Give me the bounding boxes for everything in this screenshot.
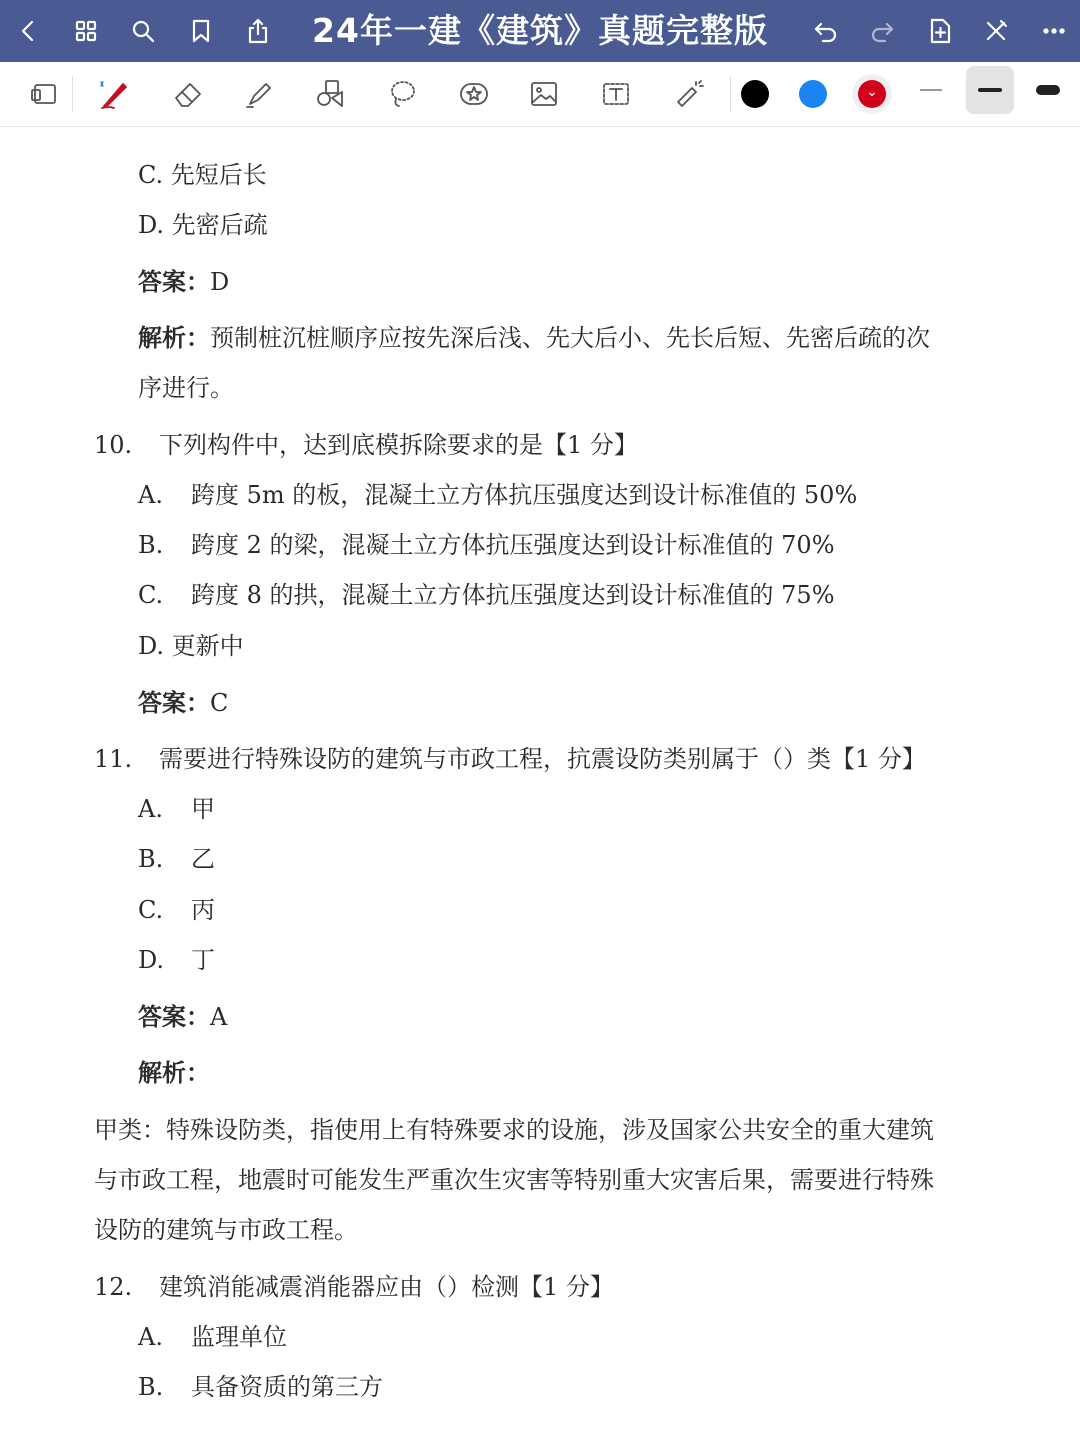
- q11-option-c: 丙: [191, 896, 215, 924]
- shapes-icon[interactable]: [308, 72, 352, 116]
- q11-d-label: D.: [138, 946, 165, 974]
- eraser-icon[interactable]: [166, 72, 210, 116]
- q11-a-label: A.: [138, 795, 163, 823]
- q12-a-label: A.: [138, 1323, 163, 1351]
- q10-option-d: D. 更新中: [138, 632, 244, 660]
- q10-number: 10.: [94, 431, 133, 459]
- q11-analysis-line-2: 与市政工程，地震时可能发生严重次生灾害等特别重大灾害后果，需要进行特殊: [94, 1166, 934, 1194]
- q9-option-c: C. 先短后长: [138, 161, 267, 189]
- q11-analysis-label: 解析：: [138, 1058, 210, 1087]
- q9-analysis-cont: 序进行。: [138, 374, 234, 402]
- q12-question: 建筑消能减震消能器应由（）检测【1 分】: [159, 1273, 614, 1301]
- answer-value: C: [210, 689, 229, 717]
- q11-number: 11.: [94, 745, 133, 773]
- document-title: 24年一建《建筑》真题完整版: [312, 11, 768, 50]
- grid-view-icon[interactable]: [66, 11, 106, 51]
- q12-b-label: B.: [138, 1373, 164, 1401]
- text-box-icon[interactable]: [594, 72, 638, 116]
- redo-icon[interactable]: [862, 11, 902, 51]
- image-icon[interactable]: [522, 72, 566, 116]
- color-swatch-black[interactable]: [741, 80, 769, 108]
- search-icon[interactable]: [123, 11, 163, 51]
- top-bar: [0, 0, 1080, 62]
- read-mode-icon[interactable]: [22, 72, 66, 116]
- q10-question: 下列构件中，达到底模拆除要求的是【1 分】: [159, 431, 638, 459]
- undo-icon[interactable]: [806, 11, 846, 51]
- stroke-thick[interactable]: [1024, 66, 1072, 114]
- q10-option-a: 跨度 5m 的板，混凝土立方体抗压强度达到设计标准值的 50%: [191, 481, 858, 509]
- q9-answer: [138, 265, 229, 299]
- answer-label: 答案：: [138, 1002, 210, 1031]
- share-icon[interactable]: [238, 11, 278, 51]
- q11-c-label: C.: [138, 896, 164, 924]
- color-swatch-red-selected[interactable]: [852, 74, 892, 114]
- q11-option-a: 甲: [191, 795, 215, 823]
- q11-option-b: 乙: [191, 845, 215, 873]
- color-swatch-blue[interactable]: [799, 80, 827, 108]
- q11-answer: [138, 1000, 227, 1034]
- analysis-text: 预制桩沉桩顺序应按先深后浅、先大后小、先长后短、先密后疏的次: [210, 324, 930, 352]
- q10-a-label: A.: [138, 481, 163, 509]
- q11-analysis-line-1: 甲类：特殊设防类，指使用上有特殊要求的设施，涉及国家公共安全的重大建筑: [94, 1116, 934, 1144]
- q11-b-label: B.: [138, 845, 164, 873]
- highlighter-icon[interactable]: [238, 72, 282, 116]
- q12-option-b: 具备资质的第三方: [191, 1373, 383, 1401]
- answer-label: 答案：: [138, 688, 210, 717]
- q10-c-label: C.: [138, 581, 164, 609]
- q11-option-d: 丁: [191, 946, 215, 974]
- bookmark-icon[interactable]: [181, 11, 221, 51]
- sticker-icon[interactable]: [452, 72, 496, 116]
- q11-analysis-line-3: 设防的建筑与市政工程。: [94, 1216, 358, 1244]
- q10-option-b: 跨度 2 的梁，混凝土立方体抗压强度达到设计标准值的 70%: [191, 531, 835, 559]
- q10-option-c: 跨度 8 的拱，混凝土立方体抗压强度达到设计标准值的 75%: [191, 581, 835, 609]
- back-icon[interactable]: [8, 11, 48, 51]
- pen-icon[interactable]: [92, 72, 136, 116]
- answer-value: A: [210, 1003, 228, 1031]
- stroke-medium-selected[interactable]: [966, 66, 1014, 114]
- close-pen-icon[interactable]: [976, 11, 1016, 51]
- q9-analysis: [138, 321, 930, 355]
- more-icon[interactable]: [1034, 11, 1074, 51]
- answer-value: D: [210, 268, 230, 296]
- toolbar-divider: [72, 76, 73, 112]
- q12-option-a: 监理单位: [191, 1323, 287, 1351]
- q10-answer: [138, 686, 228, 720]
- add-page-icon[interactable]: [920, 11, 960, 51]
- q11-question: 需要进行特殊设防的建筑与市政工程，抗震设防类别属于（）类【1 分】: [159, 745, 926, 773]
- q10-b-label: B.: [138, 531, 164, 559]
- laser-pointer-icon[interactable]: [666, 72, 710, 116]
- answer-label: 答案：: [138, 267, 210, 296]
- stroke-thin[interactable]: [907, 66, 955, 114]
- q12-number: 12.: [94, 1273, 133, 1301]
- chevron-down-icon: ⌄: [858, 80, 886, 108]
- toolbar-divider: [730, 76, 731, 112]
- analysis-label: 解析：: [138, 323, 210, 352]
- q9-option-d: D. 先密后疏: [138, 211, 268, 239]
- lasso-icon[interactable]: [380, 72, 424, 116]
